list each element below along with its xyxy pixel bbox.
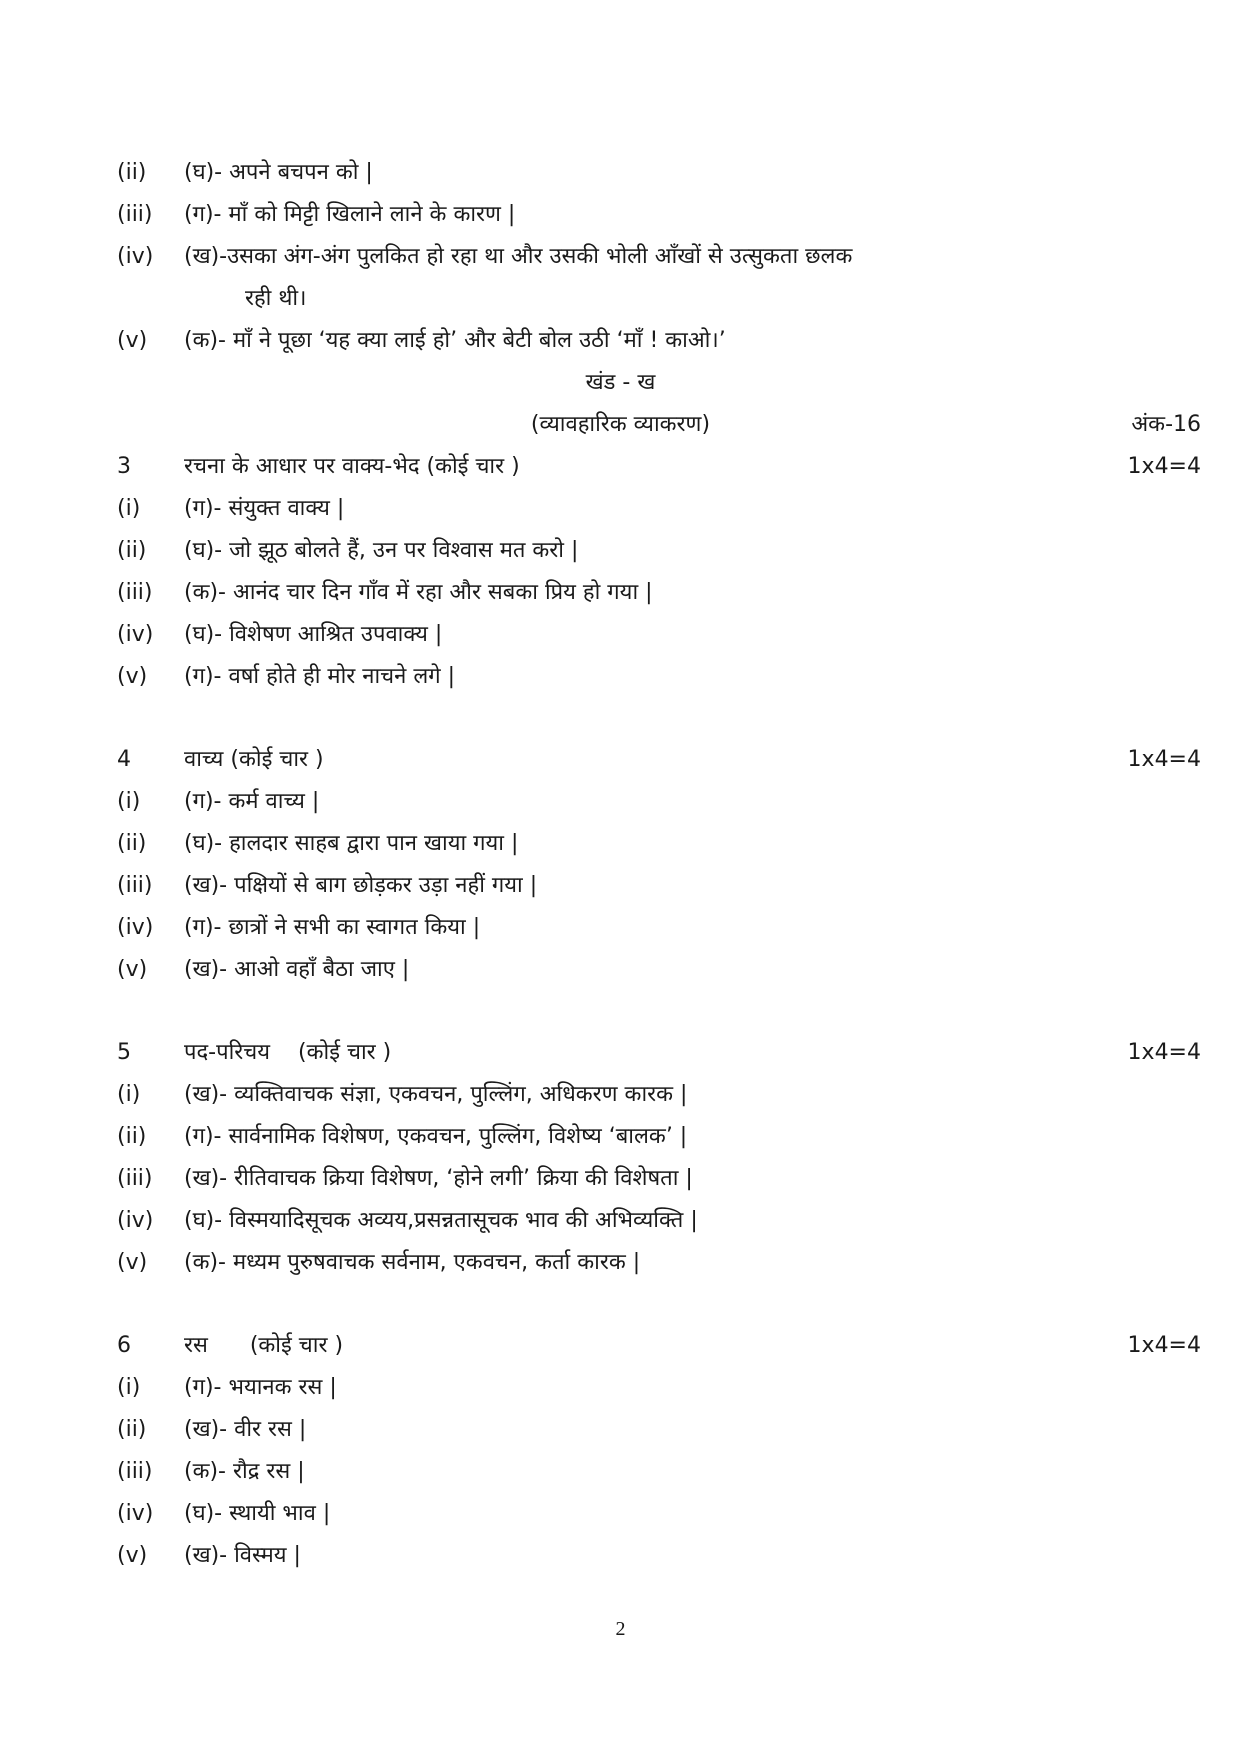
item-number: (iv) — [117, 915, 154, 940]
section-title: खंड - ख — [585, 370, 656, 395]
item-number: (iv) — [117, 1501, 154, 1526]
item-text: (ग)- छात्रों ने सभी का स्वागत किया | — [184, 915, 481, 940]
section-heading-row — [0, 363, 1241, 403]
item-number: (iii) — [117, 580, 153, 605]
item-text: (ख)- आओ वहाँ बैठा जाए | — [184, 957, 410, 982]
item-number: (iv) — [117, 1208, 154, 1233]
page-number: 2 — [615, 1618, 626, 1640]
question-title: रचना के आधार पर वाक्य-भेद (कोई चार ) — [184, 454, 520, 479]
question-title: वाच्य (कोई चार ) — [184, 747, 324, 772]
item-text: (ग)- माँ को मिट्टी खिलाने लाने के कारण | — [184, 202, 516, 227]
question-marks: 1x4=4 — [1127, 1333, 1201, 1358]
answer-row — [0, 657, 1241, 697]
item-number: (i) — [117, 1082, 141, 1107]
item-number: (ii) — [117, 1417, 147, 1442]
item-text: (घ)- हालदार साहब द्वारा पान खाया गया | — [184, 831, 519, 856]
answer-row — [0, 195, 1241, 235]
answer-row — [0, 1201, 1241, 1241]
answer-row — [0, 153, 1241, 193]
answer-row — [0, 1410, 1241, 1450]
question-title: रस (कोई चार ) — [184, 1333, 344, 1358]
question-marks: 1x4=4 — [1127, 1040, 1201, 1065]
item-number: (i) — [117, 1375, 141, 1400]
question-header — [0, 740, 1241, 780]
answer-row — [0, 1368, 1241, 1408]
item-number: (ii) — [117, 831, 147, 856]
item-number: (i) — [117, 789, 141, 814]
item-text: (घ)- विस्मयादिसूचक अव्यय,प्रसन्नतासूचक भाव की अभिव्यक्ति | — [184, 1208, 698, 1233]
section-marks: अंक-16 — [1131, 412, 1201, 437]
question-marks: 1x4=4 — [1127, 747, 1201, 772]
item-text: (ख)- रीतिवाचक क्रिया विशेषण, ‘होने लगी’ क्रिया की विशेषता | — [184, 1166, 693, 1191]
question-number: 6 — [117, 1333, 131, 1358]
item-number: (iii) — [117, 202, 153, 227]
item-number: (iv) — [117, 622, 154, 647]
answer-row — [0, 615, 1241, 655]
question-number: 4 — [117, 747, 131, 772]
item-text: (घ)- स्थायी भाव | — [184, 1501, 331, 1526]
item-text: (ग)- सार्वनामिक विशेषण, एकवचन, पुल्लिंग, विशेष्य ‘बालक’ | — [184, 1124, 688, 1149]
item-text: (ख)- पक्षियों से बाग छोड़कर उड़ा नहीं गया | — [184, 873, 538, 898]
item-text: (ख)-उसका अंग-अंग पुलकित हो रहा था और उसकी भोली आँखों से उत्सुकता छलक — [184, 244, 853, 269]
item-text: (ग)- कर्म वाच्य | — [184, 789, 320, 814]
item-number: (ii) — [117, 1124, 147, 1149]
answer-row — [0, 573, 1241, 613]
question-marks: 1x4=4 — [1127, 454, 1201, 479]
item-number: (ii) — [117, 538, 147, 563]
question-header — [0, 447, 1241, 487]
answer-row — [0, 1536, 1241, 1576]
item-number: (v) — [117, 328, 148, 353]
answer-row — [0, 321, 1241, 361]
item-text: (ख)- विस्मय | — [184, 1543, 301, 1568]
item-number: (iii) — [117, 1166, 153, 1191]
answer-row — [0, 824, 1241, 864]
answer-row — [0, 1243, 1241, 1283]
item-text: (ग)- संयुक्त वाक्य | — [184, 496, 345, 521]
answer-row — [0, 1452, 1241, 1492]
item-text: (क)- माँ ने पूछा ‘यह क्या लाई हो’ और बेटी बोल उठी ‘माँ ! काओ।’ — [184, 328, 726, 353]
item-text: (ग)- वर्षा होते ही मोर नाचने लगे | — [184, 664, 456, 689]
item-text: (घ)- विशेषण आश्रित उपवाक्य | — [184, 622, 443, 647]
answer-row — [0, 1494, 1241, 1534]
item-text: (घ)- अपने बचपन को | — [184, 160, 373, 185]
item-text: (क)- आनंद चार दिन गाँव में रहा और सबका प्रिय हो गया | — [184, 580, 653, 605]
section-subtitle-row — [0, 405, 1241, 445]
answer-row — [0, 237, 1241, 277]
item-text: (ख)- व्यक्तिवाचक संज्ञा, एकवचन, पुल्लिंग, अधिकरण कारक | — [184, 1082, 688, 1107]
question-header — [0, 1326, 1241, 1366]
item-number: (i) — [117, 496, 141, 521]
answer-row — [0, 489, 1241, 529]
question-number: 5 — [117, 1040, 131, 1065]
question-header — [0, 1033, 1241, 1073]
item-number: (v) — [117, 957, 148, 982]
answer-row — [0, 1075, 1241, 1115]
item-number: (iii) — [117, 873, 153, 898]
section-subtitle: (व्यावहारिक व्याकरण) — [530, 412, 711, 437]
item-text: (क)- मध्यम पुरुषवाचक सर्वनाम, एकवचन, कर्ता कारक | — [184, 1250, 641, 1275]
item-number: (iii) — [117, 1459, 153, 1484]
answer-row — [0, 866, 1241, 906]
answer-row-continuation — [0, 279, 1241, 319]
answer-row — [0, 1159, 1241, 1199]
item-text: (ख)- वीर रस | — [184, 1417, 307, 1442]
item-text-continuation: रही थी। — [245, 286, 307, 311]
item-number: (v) — [117, 1543, 148, 1568]
item-text: (ग)- भयानक रस | — [184, 1375, 337, 1400]
answer-row — [0, 1117, 1241, 1157]
answer-row — [0, 782, 1241, 822]
question-number: 3 — [117, 454, 131, 479]
answer-row — [0, 908, 1241, 948]
question-title: पद-परिचय (कोई चार ) — [184, 1040, 392, 1065]
answer-row — [0, 950, 1241, 990]
item-text: (घ)- जो झूठ बोलते हैं, उन पर विश्वास मत करो | — [184, 538, 579, 563]
item-number: (v) — [117, 1250, 148, 1275]
item-text: (क)- रौद्र रस | — [184, 1459, 305, 1484]
item-number: (iv) — [117, 244, 154, 269]
item-number: (v) — [117, 664, 148, 689]
answer-row — [0, 531, 1241, 571]
item-number: (ii) — [117, 160, 147, 185]
